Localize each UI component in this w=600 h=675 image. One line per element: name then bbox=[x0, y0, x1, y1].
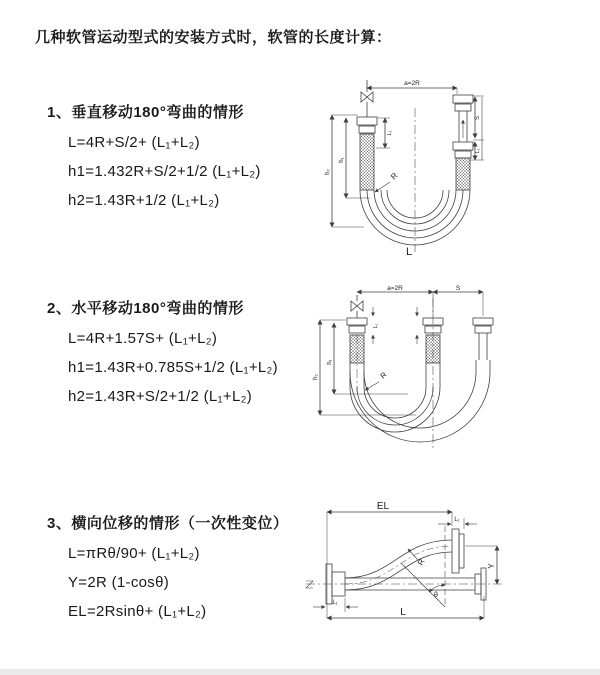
hose-curve bbox=[345, 540, 452, 590]
label-length-l: L bbox=[405, 246, 413, 258]
right-braided-hose bbox=[456, 158, 470, 190]
hose-curves-position-2 bbox=[350, 360, 490, 442]
valve-icon bbox=[351, 295, 363, 318]
section-1-formulas bbox=[68, 134, 261, 212]
label-radius-r: R bbox=[389, 170, 400, 182]
radius-leader bbox=[365, 382, 379, 390]
dimension-h1 bbox=[334, 323, 408, 394]
radius-leader bbox=[408, 549, 418, 560]
dim-label-l1: L₁ bbox=[373, 323, 379, 329]
dim-label-h1: h₁ bbox=[339, 157, 345, 163]
diagram-lateral-shift bbox=[298, 500, 598, 642]
left-braided-hose bbox=[360, 134, 374, 190]
section-vertical-movement bbox=[47, 101, 261, 212]
dim-label-l1-left: L₁ bbox=[387, 130, 393, 136]
left-flange bbox=[347, 318, 367, 333]
dim-label-a2r: a=2R bbox=[387, 285, 403, 292]
dim-label-l1-bottom: L₁ bbox=[332, 600, 338, 606]
formula-line: h1=1.43R+0.785S+1/2 (L₁+L₂) bbox=[68, 359, 278, 376]
section-2-heading: 2、水平移动180°弯曲的情形 bbox=[47, 300, 244, 317]
dim-label-h1: h₁ bbox=[327, 359, 333, 365]
hose-curves-position-1 bbox=[350, 363, 440, 432]
valve-icon bbox=[361, 80, 373, 117]
dim-label-el: EL bbox=[376, 501, 390, 512]
section-horizontal-movement bbox=[47, 297, 278, 408]
dimension-a2r bbox=[367, 88, 457, 94]
top-flange bbox=[452, 529, 464, 573]
dim-label-h2: h₂ bbox=[325, 169, 331, 175]
section-3-heading: 3、横向位移的情形（一次性变位） bbox=[47, 515, 289, 532]
left-flange bbox=[357, 117, 377, 133]
dim-label-s: S bbox=[455, 285, 461, 292]
formula-line: L=4R+S/2+ (L₁+L₂) bbox=[68, 134, 200, 151]
section-1-heading: 1、垂直移动180°弯曲的情形 bbox=[47, 104, 244, 121]
label-theta: θ bbox=[434, 592, 438, 599]
right-flange bbox=[473, 318, 493, 333]
straight-pipe bbox=[306, 578, 504, 590]
dim-label-l1-top: L₁ bbox=[454, 517, 460, 523]
formula-line: h2=1.43R+1/2 (L₁+L₂) bbox=[68, 192, 220, 209]
section-lateral-displacement bbox=[47, 512, 288, 623]
diagram-horizontal-bend bbox=[308, 282, 592, 464]
break-mark bbox=[306, 581, 313, 588]
formula-line: h2=1.43R+S/2+1/2 (L₁+L₂) bbox=[68, 388, 253, 405]
radius-leader bbox=[375, 182, 390, 192]
formula-line: Y=2R (1-cosθ) bbox=[68, 574, 170, 591]
label-radius-r: R bbox=[378, 370, 389, 381]
label-radius-r: R bbox=[415, 557, 427, 567]
right-flange-lower bbox=[453, 142, 473, 158]
dim-label-l1-right: L₁ bbox=[475, 148, 481, 154]
dim-label-s: S bbox=[475, 115, 481, 121]
section-2-formulas bbox=[68, 330, 278, 408]
right-flange-upper bbox=[453, 95, 473, 111]
dimension-a2r bbox=[357, 292, 483, 316]
dimension-l1-flanges bbox=[373, 307, 417, 344]
formula-line: L=4R+1.57S+ (L₁+L₂) bbox=[68, 330, 218, 347]
formula-line: EL=2Rsinθ+ (L₁+L₂) bbox=[68, 603, 207, 620]
dimension-el bbox=[327, 512, 452, 618]
formula-line: h1=1.432R+S/2+1/2 (L₁+L₂) bbox=[68, 163, 261, 180]
page-bottom-edge bbox=[0, 669, 600, 675]
right-pipe bbox=[479, 333, 487, 360]
page-title: 几种软管运动型式的安装方式时，软管的长度计算： bbox=[35, 29, 392, 46]
dim-label-h2: h₂ bbox=[313, 374, 319, 380]
dim-label-y: Y bbox=[487, 563, 496, 569]
section-3-formulas bbox=[68, 545, 288, 623]
formula-line: L=πRθ/90+ (L₁+L₂) bbox=[68, 545, 200, 562]
diagram-vertical-bend bbox=[312, 72, 600, 258]
dim-label-l: L bbox=[400, 607, 406, 618]
dim-label-a2r: a=2R bbox=[404, 80, 420, 87]
